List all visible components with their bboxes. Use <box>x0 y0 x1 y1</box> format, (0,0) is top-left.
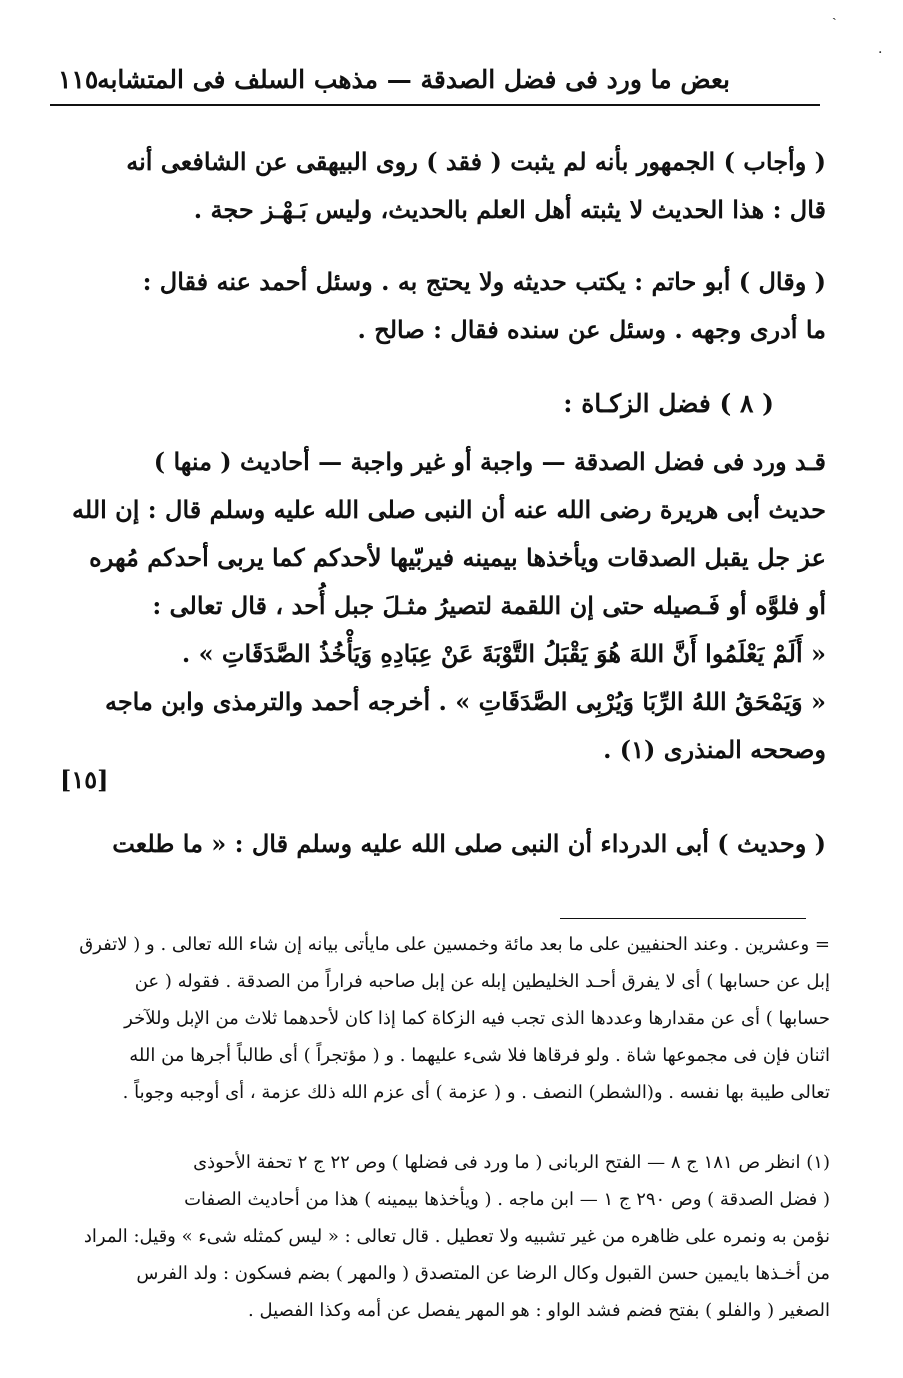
page-number: ١١٥ <box>58 65 99 94</box>
paragraph-2 <box>60 258 826 354</box>
paragraph-4-text: ( وحديث ) أبى الدرداء أن النبى صلى الله عليه وسلم قال : « ما طلعت <box>112 829 826 858</box>
header-rule <box>50 104 820 106</box>
paragraph-2-text: ( وقال ) أبو حاتم : يكتب حديثه ولا يحتج به . وسئل أحمد عنه فقال : ما أدرى وجهه . وسئل عن سنده فقال : صالح . <box>142 267 826 344</box>
footnote-1-text: (١) انظر ص ١٨١ ج ٨ — الفتح الربانى ( ما ورد فى فضلها ) وص ٢٢ ج ٢ تحفة الأحوذى ( فضل الصدقة ) وص ٢٩٠ ج ١ — ابن ماجه . ( ويأخذها بيمينه ) هذا من أحاديث الصفات نؤمن به ونمره على ظاهره من غير تشبيه ولا تعطيل . قال تعالى : « ليس كمثله شىء » وقيل: المراد من أخـذها بايمين حسن القبول وكال الرضا عن المتصدق ( والمهر ) بضم فسكون : ولد الفرس الصغير ( والفلو ) بفتح فضم فشد الواو : هو المهر يفصل عن أمه وكذا الفصيل . <box>83 1152 830 1321</box>
scan-speck: ˎ <box>832 5 837 21</box>
footnote-separator <box>560 918 806 919</box>
header-title: بعض ما ورد فى فضل الصدقة — مذهب السلف فى المتشابه <box>97 65 730 94</box>
section-heading: ( ٨ ) فضل الزكـاة : <box>563 389 774 418</box>
footnote-continued-text: = وعشرين . وعند الحنفيين على ما بعد مائة وخمسين على مايأتى بيانه إن شاء الله تعالى . و ( لاتفرق إبل عن حسابها ) أى لا يفرق أحـد الخليطين إبله عن إبل صاحبه فراراً من الصدقة . فقوله ( عن حسابها ) أى عن مقدارها وعددها الذى تجب فيه الزكاة كما إذا كان لأحدهما ثلاث من الإبل وللآخر اثنان فإن فى مجموعها شاة . ولو فرقاها فلا شىء عليهما . و ( مؤتجراً ) أى طالباً أجرها من الله تعالى طيبة بها نفسه . و(الشطر) النصف . و ( عزمة ) أى عزم الله ذلك عزمة ، أى أوجبه وجوباً . <box>79 934 830 1103</box>
footnote-1 <box>40 1144 830 1329</box>
page-marker: [١٥] <box>60 765 109 794</box>
scan-speck: · <box>878 45 883 61</box>
running-header <box>50 58 820 106</box>
paragraph-1 <box>60 138 826 234</box>
paragraph-4 <box>60 820 826 868</box>
paragraph-3 <box>60 438 826 774</box>
paragraph-3-text: قـد ورد فى فضل الصدقة — واجبة أو غير واجبة — أحاديث ( منها ) حديث أبى هريرة رضى الله عنه أن النبى صلى الله عليه وسلم قال : إن الله عز جل يقبل الصدقات ويأخذها بيمينه فيربّيها لأحدكم كما يربى أحدكم مُهره أو فلوَّه أو فَـصيله حتى إن اللقمة لتصيرُ مثـلَ جبل أُحد ، قال تعالى : « أَلَمْ يَعْلَمُوا أَنَّ اللهَ هُوَ يَقْبَلُ التَّوْبَةَ عَنْ عِبَادِهِ وَيَأْخُذُ الصَّدَقَاتِ » . « وَيَمْحَقُ اللهُ الرِّبَا وَيُرْبِى الصَّدَقَاتِ » . أخرجه أحمد والترمذى وابن ماجه وصححه المنذرى (١) . <box>72 447 826 764</box>
paragraph-1-text: ( وأجاب ) الجمهور بأنه لم يثبت ( فقد ) روى البيهقى عن الشافعى أنه قال : هذا الحديث لا يثبته أهل العلم بالحديث، وليس بَـهْـز حجة . <box>126 147 826 224</box>
footnote-continued <box>40 926 830 1111</box>
